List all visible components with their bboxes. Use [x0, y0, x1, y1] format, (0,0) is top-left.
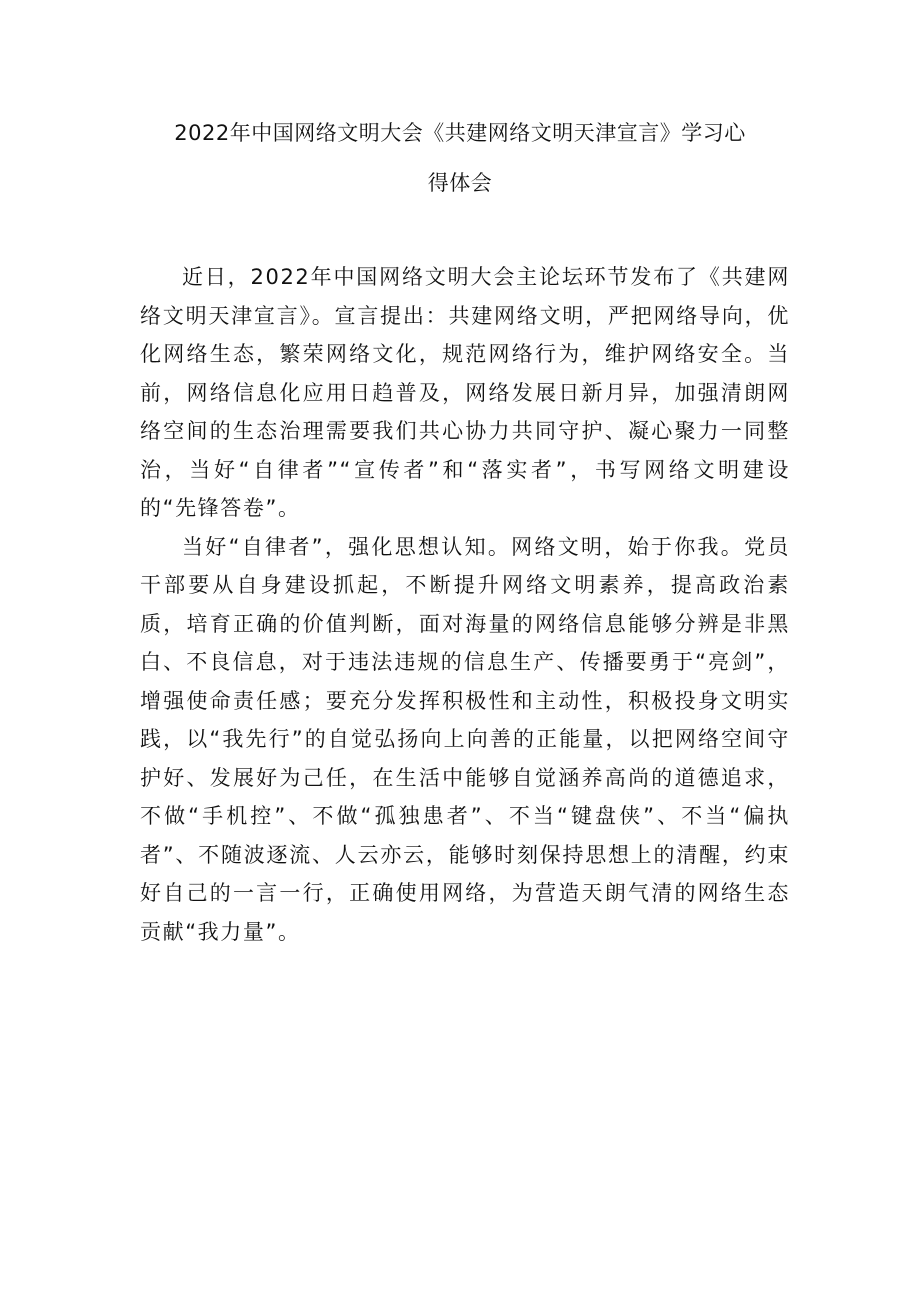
paragraph: 当好“自律者”，强化思想认知。网络文明，始于你我。党员干部要从自身建设抓起，不断提升网络文明素养，提高政治素质，培育正确的价值判断，面对海量的网络信息能够分辨是非黑白、不良信息，对于违法违规的信息生产、传播要勇于“亮剑”，增强使命责任感；要充分发挥积极性和主动性，积极投身文明实践，以“我先行”的自觉弘扬向上向善的正能量，以把网络空间守护好、发展好为己任，在生活中能够自觉涵养高尚的道德追求，不做“手机控”、不做“孤独患者”、不当“键盘侠”、不当“偏执者”、不随波逐流、人云亦云，能够时刻保持思想上的清醒，约束好自己的一言一行，正确使用网络，为营造天朗气清的网络生态贡献“我力量”。 [140, 534, 790, 944]
document-title-line-1: 2022年中国网络文明大会《共建网络文明天津宣言》学习心 [174, 121, 746, 145]
paragraph: 近日，2022年中国网络文明大会主论坛环节发布了《共建网络文明天津宣言》。宣言提出：共建网络文明，严把网络导向，优化网络生态，繁荣网络文化，规范网络行为，维护网络安全。当前，网络信息化应用日趋普及，网络发展日新月异，加强清朗网络空间的生态治理需要我们共心协力共同守护、凝心聚力一同整治，当好“自律者”“宣传者”和“落实者”，书写网络文明建设的“先锋答卷”。 [140, 265, 790, 520]
document-body [140, 258, 790, 951]
document-title-line-2: 得体会 [427, 171, 493, 195]
